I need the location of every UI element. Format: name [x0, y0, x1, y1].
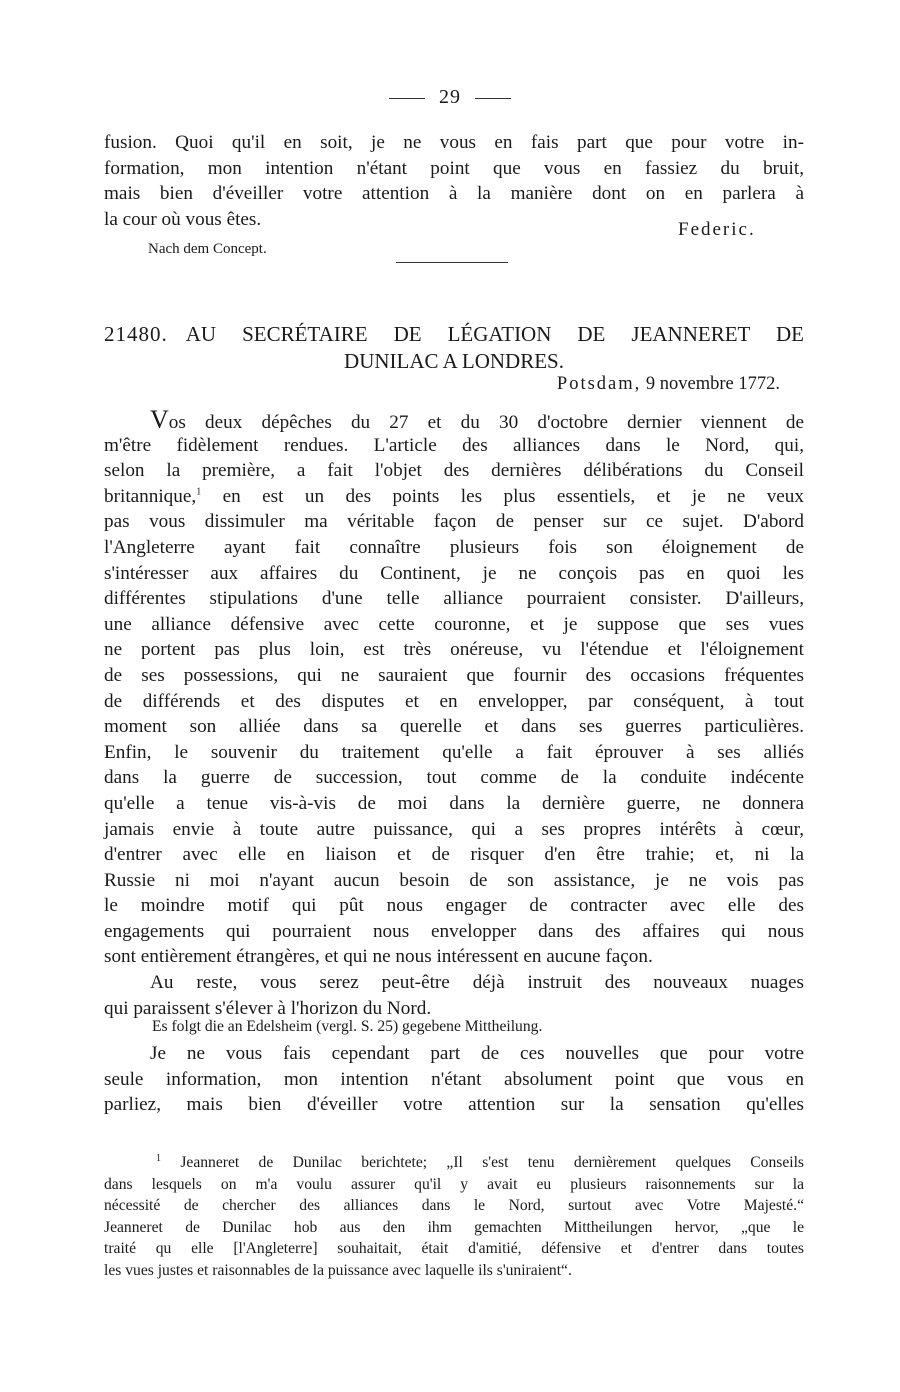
- text-line: de différends et des disputes et en envelopper, par conséquent, à tout: [104, 690, 804, 712]
- concept-note: Nach dem Concept.: [148, 241, 267, 257]
- page-number: [0, 86, 900, 109]
- dateline: [557, 374, 780, 395]
- first-line-text: os deux dépêches du 27 et du 30 d'octobre dernier viennent de: [168, 412, 804, 433]
- footnote-line: dans lesquels on m'a voulu assurer qu'il y avait eu plusieurs raisonnements sur la: [104, 1175, 804, 1193]
- text-line: mais bien d'éveiller votre attention à la manière dont on en parlera à: [104, 183, 804, 205]
- text-line: ne portent pas plus loin, est très onéreuse, vu l'étendue et l'éloignement: [104, 639, 804, 661]
- text-segment: en est un des points les plus essentiels, et je ne veux: [201, 485, 804, 507]
- text-line: de ses possessions, qui ne sauraient que fournir des occasions fréquentes: [104, 664, 804, 686]
- letter-number: 21480.: [104, 322, 168, 346]
- text-line: Je ne vous fais cependant part de ces nouvelles que pour votre: [150, 1043, 804, 1064]
- date-place: Potsdam,: [556, 374, 642, 394]
- footnote: [104, 1152, 804, 1281]
- footnote-line: [104, 1152, 804, 1174]
- text-line: [104, 407, 804, 433]
- page-number-rule-left: [389, 98, 425, 99]
- text-line: m'être fidèlement rendues. L'article des alliances dans le Nord, qui,: [104, 434, 804, 456]
- text-line: dans la guerre de succession, tout comme de la conduite indécente: [104, 767, 804, 789]
- text-line: le moindre motif qui pût nous engager de contracter avec elle des: [104, 895, 804, 917]
- footnote-line: traité qu elle [l'Angleterre] souhaitait, était d'amitié, défensive et d'entrer dans toutes: [104, 1240, 804, 1257]
- text-line: Au reste, vous serez peut-être déjà instruit des nouveaux nuages: [150, 972, 804, 994]
- footnote-line: les vues justes et raisonnables de la puissance avec laquelle ils s'uniraient“.: [104, 1261, 572, 1279]
- initial-letter: V: [150, 405, 169, 434]
- footnote-line: Jeanneret de Dunilac hob aus den ihm gemachten Mittheilungen hervor, „que le: [104, 1218, 804, 1236]
- text-line: s'intéresser aux affaires du Continent, je ne conçois pas en quoi les: [104, 562, 804, 584]
- letter-heading-line1: [104, 321, 804, 348]
- letter-heading-text: AU SECRÉTAIRE DE LÉGATION DE JEANNERET DE: [185, 322, 804, 346]
- text-line: qui paraissent s'élever à l'horizon du Nord.: [104, 997, 432, 1019]
- footnote-ref: 1: [196, 486, 202, 498]
- top-paragraph: [104, 130, 804, 232]
- page-number-rule-right: [475, 98, 511, 99]
- text-line: moment son alliée dans sa querelle et dans ses guerres particulières.: [104, 716, 804, 738]
- text-line: Russie ni moi n'ayant aucun besoin de son assistance, je ne vois pas: [104, 869, 804, 891]
- text-line: sont entièrement étrangères, et qui ne nous intéressent en aucune façon.: [104, 946, 653, 968]
- text-line: seule information, mon intention n'étant absolument point que vous en: [104, 1068, 804, 1090]
- letter-heading: [104, 321, 804, 375]
- date: 9 novembre 1772.: [645, 374, 780, 394]
- text-line: qu'elle a tenue vis-à-vis de moi dans la dernière guerre, ne donnera: [104, 792, 804, 814]
- text-line: différentes stipulations d'une telle alliance pourraient consister. D'ailleurs,: [104, 588, 804, 610]
- text-line: l'Angleterre ayant fait connaître plusieurs fois son éloignement de: [104, 536, 804, 558]
- letter-body: [104, 407, 804, 1021]
- section-divider: [396, 262, 508, 263]
- text-line: formation, mon intention n'étant point que vous en fassiez du bruit,: [104, 157, 804, 179]
- page-number-text: 29: [439, 86, 461, 108]
- text-line: d'entrer avec elle en liaison et de risquer d'en être trahie; et, ni la: [104, 844, 804, 866]
- text-line: pas vous dissimuler ma véritable façon de penser sur ce sujet. D'abord: [104, 511, 804, 533]
- letter-heading-line2: DUNILAC A LONDRES.: [344, 349, 564, 373]
- text-line: engagements qui pourraient nous envelopper dans des affaires qui nous: [104, 920, 804, 942]
- footnote-text: Jeanneret de Dunilac berichtete; „Il s'est tenu dernièrement quelques Conseils: [161, 1154, 804, 1171]
- footnote-line: nécessité de chercher des alliances dans le Nord, surtout avec Votre Majesté.“: [104, 1197, 804, 1214]
- text-segment: britannique,: [104, 485, 197, 507]
- text-line: une alliance défensive avec cette couronne, et je suppose que ses vues: [104, 613, 804, 635]
- text-line: jamais envie à toute autre puissance, qui a ses propres intérêts à cœur,: [104, 818, 804, 840]
- text-line: Enfin, le souvenir du traitement qu'elle a fait éprouver à ses alliés: [104, 741, 804, 763]
- text-line: la cour où vous êtes.: [104, 208, 262, 230]
- footnote-marker: 1: [156, 1152, 161, 1164]
- text-line: [104, 484, 804, 510]
- text-line: fusion. Quoi qu'il en soit, je ne vous en fais part que pour votre in-: [104, 132, 804, 153]
- signature: Federic.: [678, 219, 756, 240]
- text-line: selon la première, a fait l'objet des dernières délibérations du Conseil: [104, 460, 804, 482]
- mittheilung-note: Es folgt die an Edelsheim (vergl. S. 25) gegebene Mittheilung.: [152, 1018, 543, 1035]
- letter-closing-paragraph: [104, 1041, 804, 1118]
- text-line: parliez, mais bien d'éveiller votre attention sur la sensation qu'elles: [104, 1094, 804, 1116]
